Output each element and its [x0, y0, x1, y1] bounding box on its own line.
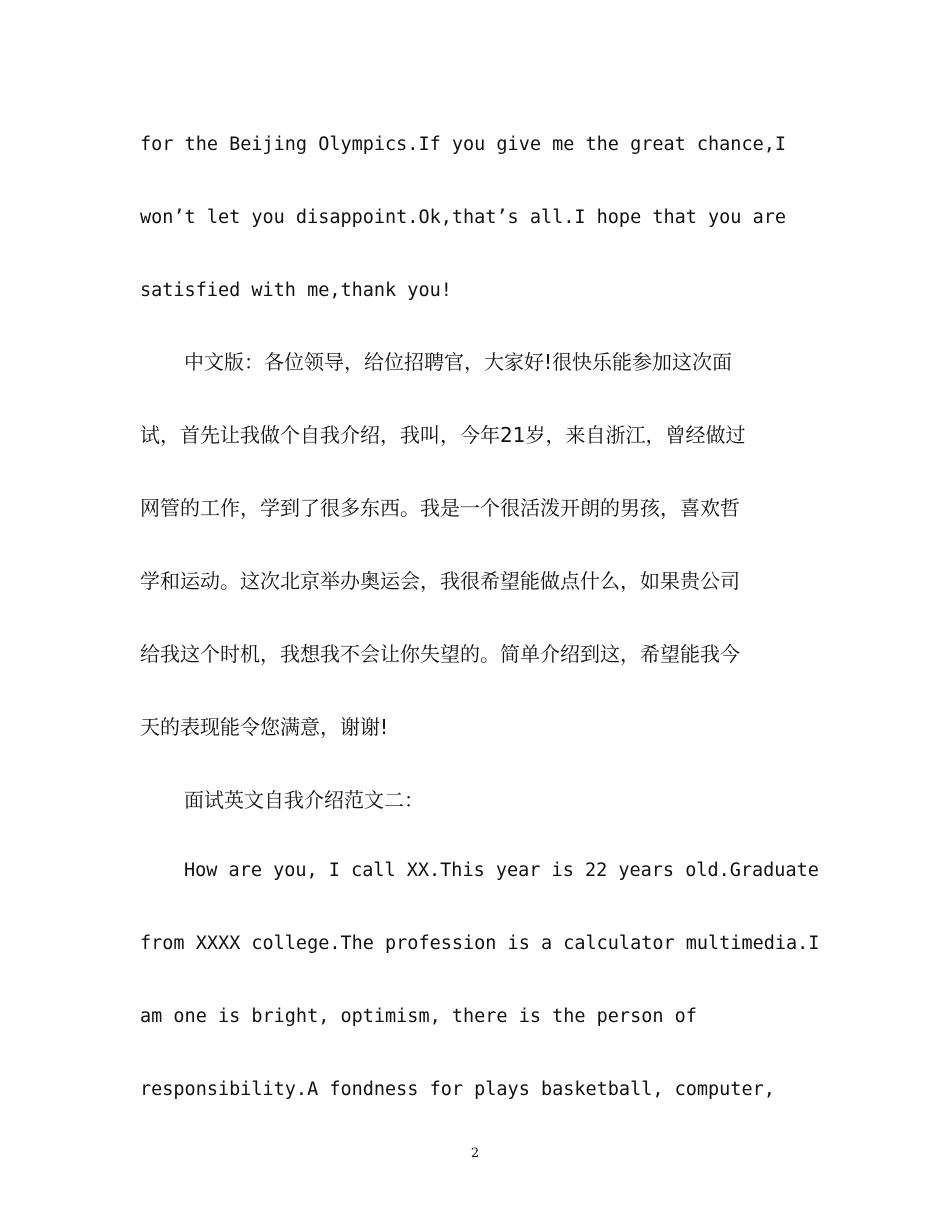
text-line: 网管的工作，学到了很多东西。我是一个很活泼开朗的男孩，喜欢哲 [140, 496, 740, 520]
page-number: 2 [470, 1146, 480, 1161]
text-line: satisfied with me,thank you! [140, 280, 452, 301]
text-line: 给我这个时机，我想我不会让你失望的。简单介绍到这，希望能我今 [140, 642, 740, 666]
text-line: from XXXX college.The profession is a calculator multimedia.I [140, 933, 820, 954]
paragraph-chinese-start: 中文版：各位领导，给位招聘官，大家好!很快乐能参加这次面 [184, 350, 733, 374]
text-line: responsibility.A fondness for plays basketball, computer, [140, 1079, 775, 1100]
text-line: 试，首先让我做个自我介绍，我叫，今年21岁，来自浙江，曾经做过 [140, 423, 746, 447]
text-line: am one is bright, optimism, there is the person of [140, 1006, 697, 1027]
text-line: won’t let you disappoint.Ok,that’s all.I hope that you are [140, 207, 787, 228]
text-line: 天的表现能令您满意，谢谢! [140, 715, 389, 739]
text-line: for the Beijing Olympics.If you give me the great chance,I [140, 134, 787, 155]
section-heading: 面试英文自我介绍范文二： [184, 788, 424, 812]
paragraph-english-start: How are you, I call XX.This year is 22 years old.Graduate [184, 860, 819, 881]
text-line: 学和运动。这次北京举办奥运会，我很希望能做点什么，如果贵公司 [140, 569, 740, 593]
